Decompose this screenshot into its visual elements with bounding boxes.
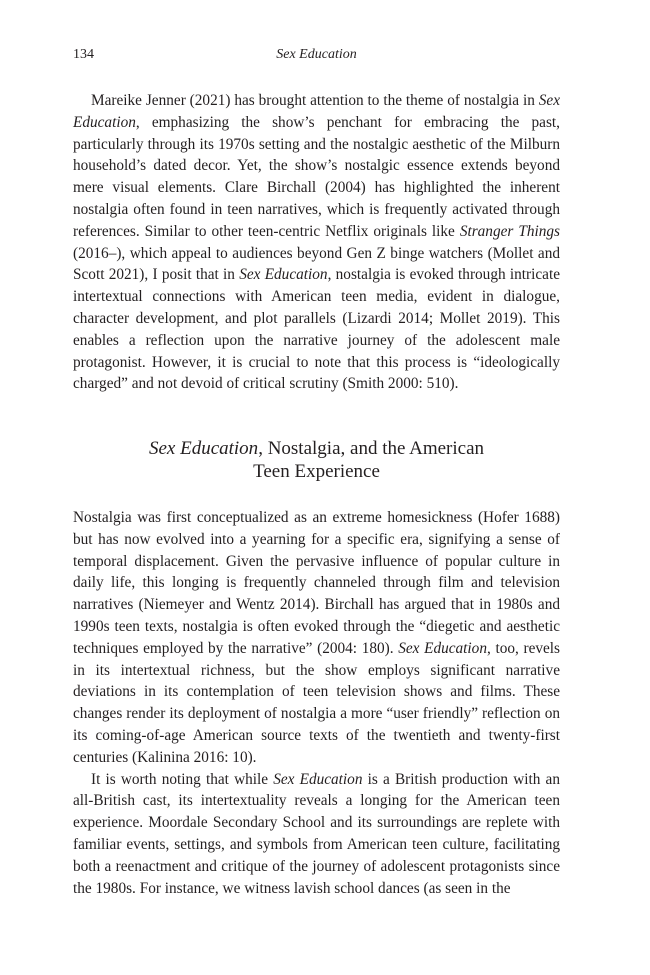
- section-heading: [73, 437, 560, 483]
- page-number: 134: [73, 47, 94, 62]
- italic-title: Sex Education: [73, 92, 560, 131]
- text-run: It is worth noting that while: [91, 770, 274, 788]
- text-run: Mareike Jenner (2021) has brought attention to the theme of nostalgia in: [91, 92, 539, 109]
- paragraph: [73, 90, 560, 395]
- text-run: Nostalgia was first conceptualized as an extreme homesickness (Hofer 1688) but has now evolved into a yearning for a specific era, signifying a sense of temporal displacement. Given the pervasive influence of popular culture in daily life, this longing is frequently channeled through film and television narratives (Niemeyer and Wentz 2014). Birchall has argued that in 1980s and 1990s teen texts, nostalgia is often evoked through the “diegetic and aesthetic techniques employed by the narrative” (2004: 180).: [73, 509, 560, 657]
- italic-title: Sex Education: [273, 770, 363, 788]
- paragraph: [73, 507, 560, 769]
- text-run: (2016–), which appeal to audiences beyond Gen Z binge watchers (Mollet and Scott 2021), I posit that in: [73, 244, 560, 284]
- italic-title: Sex Education: [148, 438, 259, 459]
- italic-title: Sex Education: [398, 639, 487, 657]
- section-heading-line-2: Teen Experience: [253, 461, 380, 482]
- body-text-lower: [73, 507, 560, 899]
- text-run: is a British production with an all-British cast, its intertextuality reveals a longing for the American teen experience. Moordale Secondary School and its surroundings are replete with familiar events, settings, and symbols from American teen culture, facilitating both a reenactment and critique of the journey of adolescent protagonists since the 1980s. For instance, we witness lavish school dances (as seen in the: [73, 770, 560, 897]
- running-title: Sex Education: [276, 47, 357, 62]
- text-run: , Nostalgia, and the American: [258, 438, 485, 459]
- paragraph: [73, 769, 560, 900]
- italic-title: Stranger Things: [459, 222, 560, 240]
- running-head: [73, 47, 560, 65]
- italic-title: Sex Education: [239, 266, 328, 284]
- text-run: , emphasizing the show’s penchant for embracing the past, particularly through its 1970s setting and the nostalgic aesthetic of the Milburn household’s dated decor. Yet, the show’s nostalgic essence extends beyond mere visual elements. Clare Birchall (2004) has highlighted the inherent nostalgia often found in teen narratives, which is frequently activated through references. Similar to other teen-centric Netflix originals like: [73, 113, 560, 240]
- text-run: , nostalgia is evoked through intricate intertextual connections with American teen media, evident in dialogue, character development, and plot parallels (Lizardi 2014; Mollet 2019). This enables a reflection upon the narrative journey of the adolescent male protagonist. However, it is crucial to note that this process is “ideologically charged” and not devoid of critical scrutiny (Smith 2000: 510).: [73, 266, 560, 393]
- body-text-upper: [73, 90, 560, 395]
- section-heading-line-1: [73, 437, 560, 460]
- text-run: , too, revels in its intertextual richness, but the show employs significant narrative deviations in its contemplation of teen television shows and films. These changes render its deployment of nostalgia a more “user friendly” reflection on its coming-of-age American source texts of the twentieth and twenty-first centuries (Kalinina 2016: 10).: [73, 639, 561, 766]
